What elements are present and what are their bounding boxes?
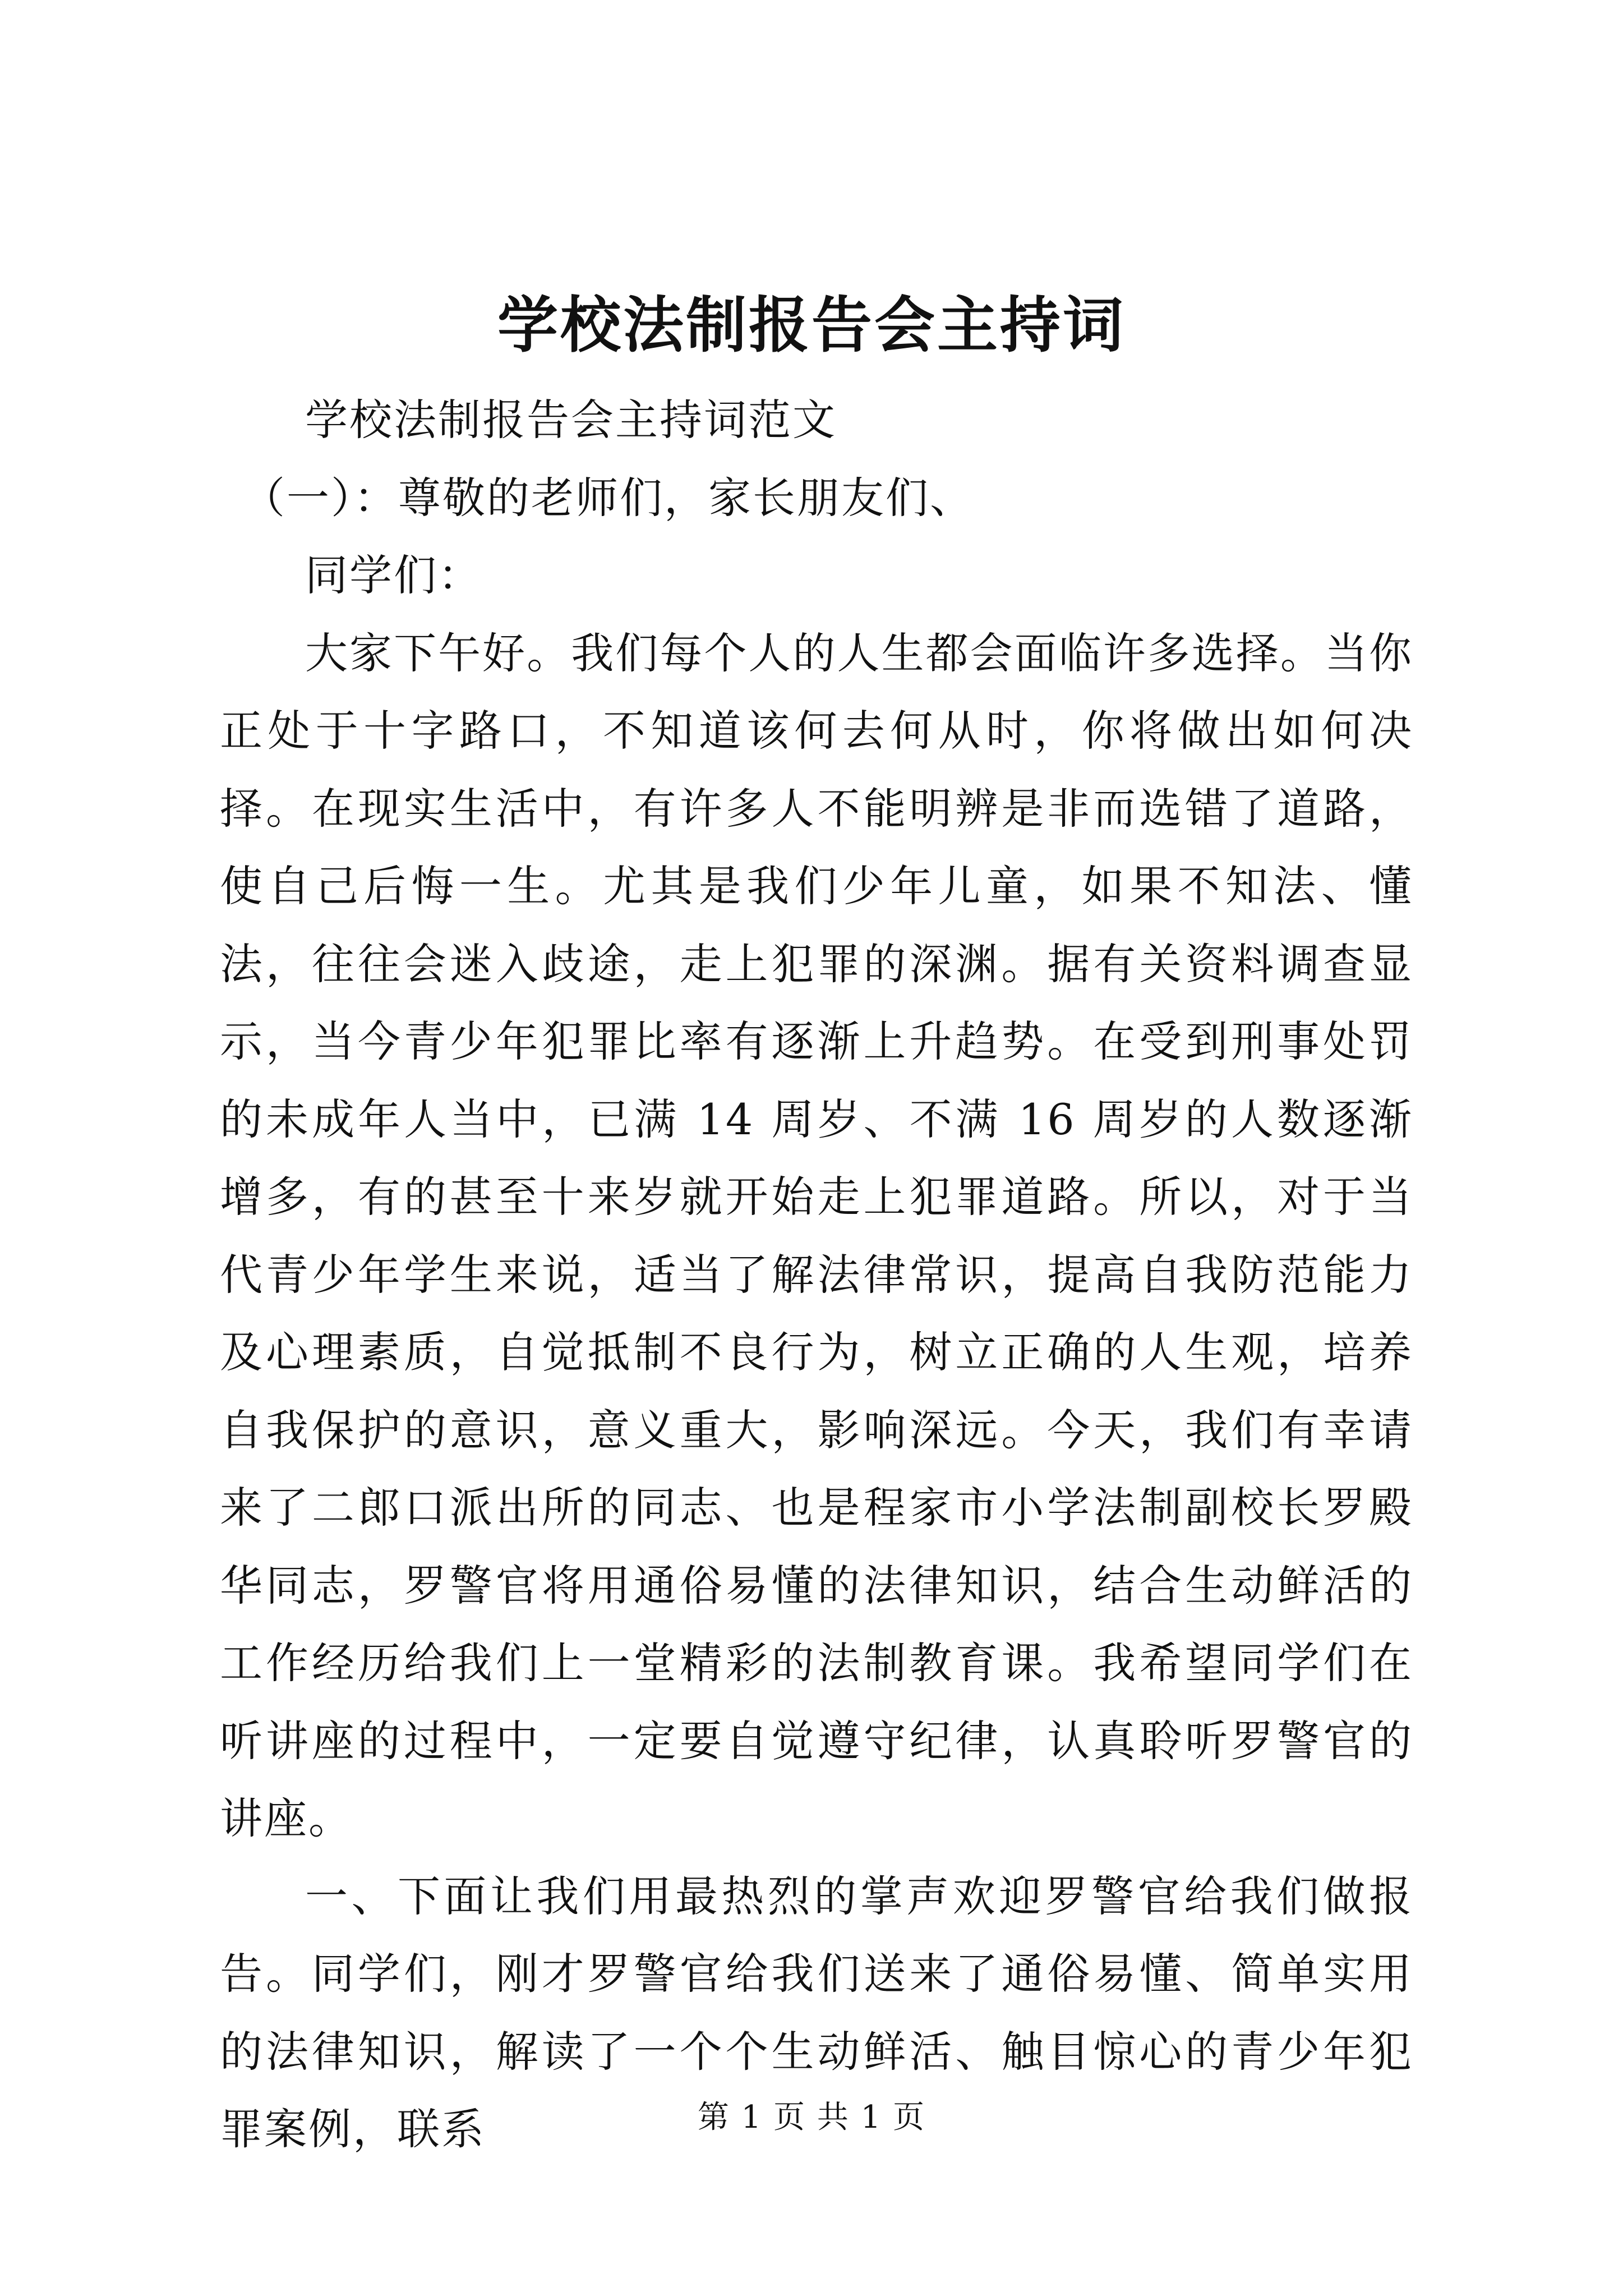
page-footer: 第 1 页 共 1 页 xyxy=(697,2099,926,2136)
paragraph-salutation: （一）：尊敬的老师们，家长朋友们、 xyxy=(242,472,974,523)
paragraph-section-one: 一、下面让我们用最热烈的掌声欢迎罗警官给我们做报告。同学们，刚才罗警官给我们送来了通俗易懂、简单实用的法律知识，解读了一个个生动鲜活、触目惊心的青少年犯罪案例，联系 xyxy=(220,1871,1413,2154)
paragraph-classmates: 同学们： xyxy=(305,550,482,600)
document-subtitle: 学校法制报告会主持词范文 xyxy=(305,395,837,445)
paragraph-main: 大家下午好。我们每个人的人生都会面临许多选择。当你正处于十字路口，不知道该何去何从时，你将做出如何决择。在现实生活中，有许多人不能明辨是非而选错了道路，使自己后悔一生。尤其是我们少年儿童，如果不知法、懂法，往往会迷入歧途，走上犯罪的深渊。据有关资料调查显示，当今青少年犯罪比率有逐渐上升趋势。在受到刑事处罚的未成年人当中，已满 14 周岁、不满 16 周岁的人数逐渐增多，有的甚至十来岁就开始走上犯罪道路。所以，对于当代青少年学生来说，适当了解法律常识，提高自我防范能力及心理素质，自觉抵制不良行为，树立正确的人生观，培养自我保护的意识，意义重大，影响深远。今天，我们有幸请来了二郎口派出所的同志、也是程家市小学法制副校长罗殿华同志，罗警官将用通俗易懂的法律知识，结合生动鲜活的工作经历给我们上一堂精彩的法制教育课。我希望同学们在听讲座的过程中，一定要自觉遵守纪律，认真聆听罗警官的讲座。 xyxy=(220,628,1413,1843)
document-title: 学校法制报告会主持词 xyxy=(497,290,1126,361)
document-body xyxy=(220,381,1413,2169)
